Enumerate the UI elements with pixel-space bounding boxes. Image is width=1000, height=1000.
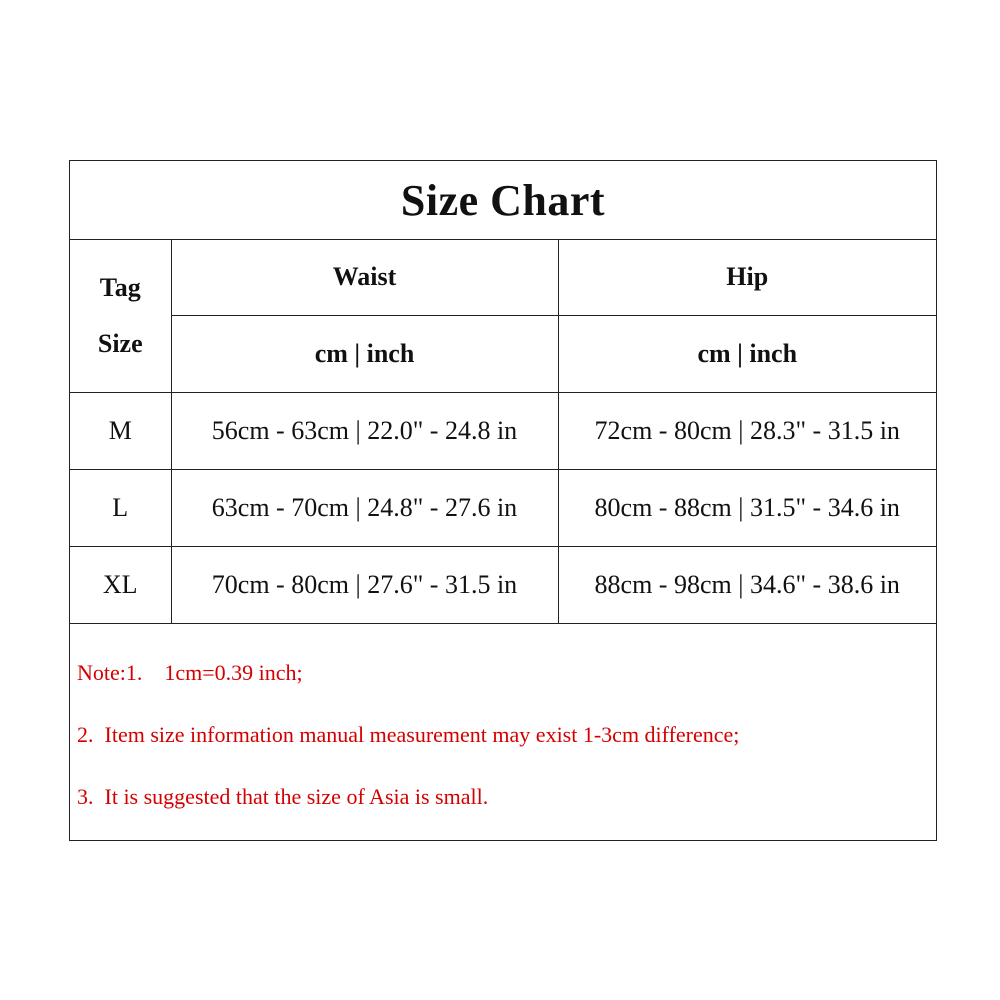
unit-row	[70, 316, 936, 393]
tag-size-header	[70, 239, 171, 393]
waist-cell: 63cm - 70cm | 24.8" - 27.6 in	[171, 470, 558, 547]
note-line-1: Note:1. 1cm=0.39 inch;	[77, 660, 303, 685]
hip-cell: 72cm - 80cm | 28.3" - 31.5 in	[558, 393, 936, 470]
hip-header: Hip	[558, 239, 936, 316]
chart-title: Size Chart	[70, 161, 936, 240]
waist-cell: 56cm - 63cm | 22.0" - 24.8 in	[171, 393, 558, 470]
waist-header: Waist	[171, 239, 558, 316]
note-line-3: 3. It is suggested that the size of Asia is small.	[77, 784, 489, 809]
size-cell: M	[70, 393, 171, 470]
tag-size-header-line1: Tag	[99, 272, 141, 302]
note-line-2: 2. Item size information manual measurement may exist 1-3cm difference;	[77, 722, 740, 747]
waist-cell: 70cm - 80cm | 27.6" - 31.5 in	[171, 547, 558, 624]
notes-section	[70, 626, 936, 840]
size-cell: XL	[70, 547, 171, 624]
size-table	[70, 239, 936, 624]
header-row	[70, 239, 936, 316]
hip-unit-header: cm | inch	[558, 316, 936, 393]
table-row	[70, 470, 936, 547]
table-row	[70, 393, 936, 470]
hip-cell: 88cm - 98cm | 34.6" - 38.6 in	[558, 547, 936, 624]
hip-cell: 80cm - 88cm | 31.5" - 34.6 in	[558, 470, 936, 547]
size-cell: L	[70, 470, 171, 547]
table-row	[70, 547, 936, 624]
tag-size-header-line2: Size	[97, 328, 143, 358]
waist-unit-header: cm | inch	[171, 316, 558, 393]
size-chart	[69, 160, 937, 841]
